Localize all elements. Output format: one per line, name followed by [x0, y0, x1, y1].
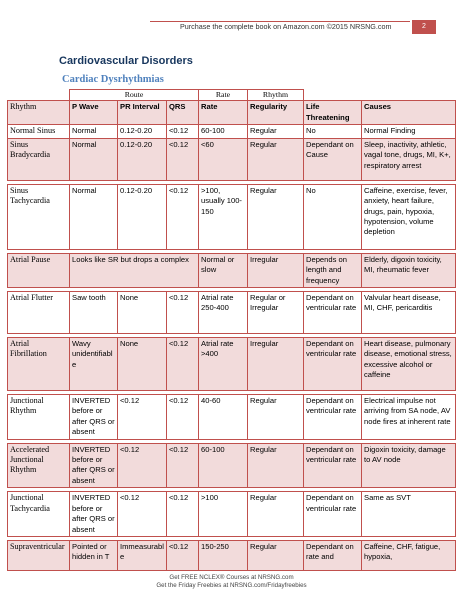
- col-rate: Rate: [199, 101, 248, 125]
- footer-courses-link: Get FREE NCLEX® Courses at NRSNG.com: [169, 574, 294, 581]
- cell-rhythm: Sinus Tachycardia: [8, 184, 70, 249]
- cell-pr: Immeasurable: [118, 540, 167, 570]
- cell-life: Dependant on ventricular rate: [304, 338, 362, 391]
- page-number: 2: [412, 20, 436, 34]
- cell-regularity: Regular: [248, 443, 304, 488]
- cell-life: Dependant on ventricular rate: [304, 443, 362, 488]
- purchase-notice: Purchase the complete book on Amazon.com ©2015 NRSNG.com: [180, 22, 392, 31]
- cell-pr: None: [118, 292, 167, 334]
- table-row: [8, 292, 456, 334]
- cell-pr: 0.12-0.20: [118, 125, 167, 138]
- cell-qrs: <0.12: [167, 125, 199, 138]
- cell-regularity: Regular: [248, 540, 304, 570]
- cell-regularity: Regular: [248, 138, 304, 180]
- cell-rate: 40-60: [199, 395, 248, 440]
- cell-life: No: [304, 125, 362, 138]
- cell-qrs: <0.12: [167, 138, 199, 180]
- cell-rhythm: Supraventricular: [8, 540, 70, 570]
- cell-regularity: Regular: [248, 492, 304, 537]
- table-row: [8, 125, 456, 138]
- cell-rate: <60: [199, 138, 248, 180]
- cell-rhythm: Normal Sinus: [8, 125, 70, 138]
- cell-rhythm: Sinus Bradycardia: [8, 138, 70, 180]
- table-row: [8, 184, 456, 249]
- rate-group-header: Rate: [199, 90, 248, 101]
- cell-rate: Normal or slow: [199, 253, 248, 287]
- cell-regularity: Regular or Irregular: [248, 292, 304, 334]
- col-qrs: QRS: [167, 101, 199, 125]
- cell-qrs: <0.12: [167, 292, 199, 334]
- cell-regularity: Irregular: [248, 338, 304, 391]
- column-header-row: [8, 101, 456, 125]
- table-row: [8, 253, 456, 287]
- cell-p-wave: Normal: [70, 184, 118, 249]
- cell-rate: Atrial rate 250-400: [199, 292, 248, 334]
- col-life-threatening: Life Threatening: [304, 101, 362, 125]
- cell-causes: Sleep, inactivity, athletic, vagal tone, drugs, MI, K+, respiratory arrest: [362, 138, 456, 180]
- cell-qrs: <0.12: [167, 184, 199, 249]
- cell-qrs: <0.12: [167, 492, 199, 537]
- cell-rhythm: Accelerated Junctional Rhythm: [8, 443, 70, 488]
- cell-pr: <0.12: [118, 492, 167, 537]
- cell-qrs: <0.12: [167, 395, 199, 440]
- cell-regularity: Regular: [248, 395, 304, 440]
- cell-p-wave: Normal: [70, 125, 118, 138]
- cell-causes: Valvular heart disease, MI, CHF, pericarditis: [362, 292, 456, 334]
- cell-causes: Heart disease, pulmonary disease, emotional stress, excessive alcohol or caffeine: [362, 338, 456, 391]
- table-row: [8, 338, 456, 391]
- cell-life: Dependant on Cause: [304, 138, 362, 180]
- cell-p-wave: Saw tooth: [70, 292, 118, 334]
- cell-p-wave: Looks like SR but drops a complex: [70, 253, 199, 287]
- cell-pr: 0.12-0.20: [118, 138, 167, 180]
- cell-p-wave: Wavy unidentifiable: [70, 338, 118, 391]
- table-row: [8, 492, 456, 537]
- table-row: [8, 443, 456, 488]
- route-group-header: Route: [70, 90, 199, 101]
- col-regularity: Regularity: [248, 101, 304, 125]
- cell-rhythm: Atrial Pause: [8, 253, 70, 287]
- cell-pr: <0.12: [118, 395, 167, 440]
- dysrhythmia-table: [7, 89, 456, 571]
- cell-life: No: [304, 184, 362, 249]
- cell-p-wave: Normal: [70, 138, 118, 180]
- table-row: [8, 395, 456, 440]
- cell-rate: 150-250: [199, 540, 248, 570]
- cell-pr: None: [118, 338, 167, 391]
- cell-regularity: Irregular: [248, 253, 304, 287]
- cell-pr: 0.12-0.20: [118, 184, 167, 249]
- cell-p-wave: INVERTED before or after QRS or absent: [70, 443, 118, 488]
- col-causes: Causes: [362, 101, 456, 125]
- cell-qrs: <0.12: [167, 540, 199, 570]
- cell-p-wave: Pointed or hidden in T: [70, 540, 118, 570]
- subsection-title: Cardiac Dysrhythmias: [62, 74, 164, 85]
- footer-freebies-link: Get the Friday Freebies at NRSNG.com/Fridayfreebies: [156, 582, 307, 589]
- cell-causes: Digoxin toxicity, damage to AV node: [362, 443, 456, 488]
- cell-life: Dependant on ventricular rate: [304, 395, 362, 440]
- cell-rhythm: Atrial Flutter: [8, 292, 70, 334]
- section-title: Cardiovascular Disorders: [59, 55, 193, 67]
- cell-rate: Atrial rate >400: [199, 338, 248, 391]
- cell-rhythm: Atrial Fibrillation: [8, 338, 70, 391]
- cell-rate: >100, usually 100-150: [199, 184, 248, 249]
- cell-causes: Caffeine, CHF, fatigue, hypoxia,: [362, 540, 456, 570]
- table-row: [8, 540, 456, 570]
- cell-causes: Same as SVT: [362, 492, 456, 537]
- rhythm-group-header: Rhythm: [248, 90, 304, 101]
- cell-life: Dependant on ventricular rate: [304, 292, 362, 334]
- cell-p-wave: INVERTED before or after QRS or absent: [70, 492, 118, 537]
- group-header-row: [8, 90, 456, 101]
- cell-p-wave: INVERTED before or after QRS or absent: [70, 395, 118, 440]
- cell-qrs: <0.12: [167, 443, 199, 488]
- cell-rhythm: Junctional Rhythm: [8, 395, 70, 440]
- cell-life: Dependant on rate and: [304, 540, 362, 570]
- cell-life: Dependant on ventricular rate: [304, 492, 362, 537]
- cell-qrs: <0.12: [167, 338, 199, 391]
- cell-regularity: Regular: [248, 125, 304, 138]
- cell-regularity: Regular: [248, 184, 304, 249]
- cell-life: Depends on length and frequency: [304, 253, 362, 287]
- cell-causes: Electrical impulse not arriving from SA node, AV node fires at inherent rate: [362, 395, 456, 440]
- cell-causes: Normal Finding: [362, 125, 456, 138]
- table-row: [8, 138, 456, 180]
- cell-rate: >100: [199, 492, 248, 537]
- col-p-wave: P Wave: [70, 101, 118, 125]
- cell-pr: <0.12: [118, 443, 167, 488]
- cell-causes: Elderly, digoxin toxicity, MI, rheumatic fever: [362, 253, 456, 287]
- cell-rhythm: Junctional Tachycardia: [8, 492, 70, 537]
- col-pr-interval: PR Interval: [118, 101, 167, 125]
- col-rhythm: Rhythm: [8, 101, 70, 125]
- cell-rate: 60-100: [199, 443, 248, 488]
- cell-rate: 60-100: [199, 125, 248, 138]
- cell-causes: Caffeine, exercise, fever, anxiety, heart failure, drugs, pain, hypoxia, hypotension, volume depletion: [362, 184, 456, 249]
